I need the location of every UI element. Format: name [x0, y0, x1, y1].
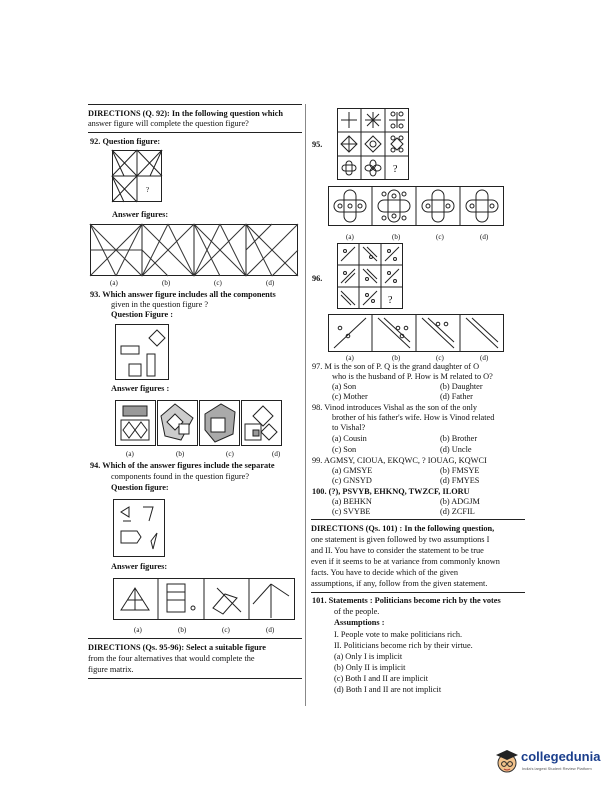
- q98-option-c[interactable]: (c) Son: [332, 445, 357, 454]
- directions-101-line-5: facts. You have to decide which of the given: [311, 568, 459, 577]
- q97-option-a[interactable]: (a) Son: [332, 382, 357, 391]
- q92-answer-figures: [90, 224, 298, 276]
- q94-text-2: components found in the question figure?: [111, 472, 250, 481]
- directions-92-text: answer figure will complete the question figure?: [88, 119, 249, 128]
- q92-option-a[interactable]: (a): [110, 279, 118, 287]
- q101-statement-1: 101. Statements : Politicians become rich by the votes: [312, 596, 501, 605]
- q101-assumption-2: II. Politicians become rich by their virtue.: [334, 641, 473, 650]
- directions-101-line-2: one statement is given followed by two assumptions I: [311, 535, 490, 544]
- q99-option-d[interactable]: (d) FMYES: [440, 476, 480, 485]
- q94-option-d[interactable]: (d): [266, 626, 275, 634]
- q98-option-d[interactable]: (d) Uncle: [440, 445, 472, 454]
- q99-option-c[interactable]: (c) GNSYD: [332, 476, 372, 485]
- column-divider: [305, 104, 306, 706]
- q94-option-a[interactable]: (a): [134, 626, 142, 634]
- q96-option-b[interactable]: (b): [392, 354, 401, 362]
- q93-text-2: given in the question figure ?: [111, 300, 209, 309]
- directions-95-text-3: figure matrix.: [88, 665, 134, 674]
- q92-label: 92. Question figure:: [90, 137, 161, 146]
- q94-option-c[interactable]: (c): [222, 626, 230, 634]
- q99-option-b[interactable]: (b) FMSYE: [440, 466, 480, 475]
- q100-option-b[interactable]: (b) ADGJM: [440, 497, 480, 506]
- q98-text-1: 98. Vinod introduces Vishal as the son of the only: [312, 403, 478, 412]
- directions-101-line-4: even if it seems to be at variance from commonly known: [311, 557, 500, 566]
- q101-statement-2: of the people.: [334, 607, 380, 616]
- q95-option-a[interactable]: (a): [346, 233, 354, 241]
- q101-option-a[interactable]: (a) Only I is implicit: [334, 652, 403, 661]
- q96-option-c[interactable]: (c): [436, 354, 444, 362]
- q100-option-a[interactable]: (a) BEHKN: [332, 497, 372, 506]
- directions-92-title: DIRECTIONS (Q. 92): In the following question which: [88, 109, 284, 118]
- q98-text-2: brother of his father's wife. How is Vinod related: [332, 413, 495, 422]
- q101-option-d[interactable]: (d) Both I and II are not implicit: [334, 685, 442, 694]
- q93-option-d[interactable]: (d): [272, 450, 281, 458]
- directions-95-text-2: from the four alternatives that would complete the: [88, 654, 255, 663]
- directions-101-line-6: assumptions, if any, follow from the given statement.: [311, 579, 488, 588]
- logo-wordmark: collegedunia: [521, 749, 601, 764]
- q97-option-d[interactable]: (d) Father: [440, 392, 473, 401]
- q95-option-c[interactable]: (c): [436, 233, 444, 241]
- q95-question-mark: ?: [393, 164, 398, 175]
- q101-assumption-1: I. People vote to make politicians rich.: [334, 630, 463, 639]
- q95-option-d[interactable]: (d): [480, 233, 489, 241]
- q97-text-1: 97. M is the son of P. Q is the grand daughter of O: [312, 362, 480, 371]
- q95-label: 95.: [312, 140, 323, 149]
- q96-option-d[interactable]: (d): [480, 354, 489, 362]
- q93-text-1: [90, 290, 276, 300]
- rule-95: [88, 638, 302, 639]
- q92-option-b[interactable]: (b): [162, 279, 171, 287]
- q93-answer-figures: [115, 400, 283, 446]
- q99-option-a[interactable]: (a) GMSYE: [332, 466, 373, 475]
- q97-text-2: who is the husband of P. How is M related to O?: [332, 372, 493, 381]
- q94-question-figure: [113, 499, 165, 557]
- q93-option-c[interactable]: (c): [226, 450, 234, 458]
- q92-question-mark: ?: [146, 186, 150, 194]
- q96-option-a[interactable]: (a): [346, 354, 354, 362]
- q101-option-b[interactable]: (b) Only II is implicit: [334, 663, 406, 672]
- q99-text: 99. AGMSY, CIOUA, EKQWC, ? IOUAG, KQWCI: [312, 456, 487, 465]
- q96-question-matrix: [337, 243, 403, 309]
- q92-option-c[interactable]: (c): [214, 279, 222, 287]
- q96-label: 96.: [312, 274, 323, 283]
- q101-option-c[interactable]: (c) Both I and II are implicit: [334, 674, 428, 683]
- rule-92: [88, 132, 302, 133]
- q92-option-d[interactable]: (d): [266, 279, 275, 287]
- q92-question-figure: [112, 150, 162, 202]
- logo-tagline: India's largest Student Review Platform: [522, 766, 592, 771]
- q95-option-b[interactable]: (b): [392, 233, 401, 241]
- q93-option-b[interactable]: (b): [176, 450, 185, 458]
- rule-101b: [311, 592, 525, 593]
- q98-option-a[interactable]: (a) Cousin: [332, 434, 367, 443]
- top-rule: [88, 104, 302, 105]
- q96-answer-figures: [328, 314, 504, 352]
- q93-question-figure: [115, 324, 169, 380]
- collegedunia-logo[interactable]: [494, 746, 606, 778]
- q94-option-b[interactable]: (b): [178, 626, 187, 634]
- directions-95-title: DIRECTIONS (Qs. 95-96): Select a suitable figure: [88, 643, 266, 652]
- q95-answer-figures: [328, 186, 504, 226]
- q94-text-1: [90, 461, 275, 471]
- q95-question-matrix: [337, 108, 409, 180]
- rule-101: [311, 519, 525, 520]
- q100-text: 100. (?), PSVYB, EHKNQ, TWZCF, ILORU: [312, 487, 470, 496]
- q98-text-3: to Vishal?: [332, 423, 366, 432]
- q93-text-1-inner: 93. Which answer figure includes all the components: [90, 290, 276, 299]
- q98-option-b[interactable]: (b) Brother: [440, 434, 478, 443]
- q93-option-a[interactable]: (a): [126, 450, 134, 458]
- directions-101-line-1: DIRECTIONS (Qs. 101) : In the following question,: [311, 524, 495, 533]
- q100-option-c[interactable]: (c) SVYBE: [332, 507, 371, 516]
- q97-option-b[interactable]: (b) Daughter: [440, 382, 483, 391]
- directions-101-line-3: and II. You have to consider the statement to be true: [311, 546, 484, 555]
- q100-option-d[interactable]: (d) ZCFIL: [440, 507, 475, 516]
- q92-answer-figures-label: Answer figures:: [112, 210, 169, 219]
- q94-question-label: Question figure:: [111, 483, 169, 492]
- q96-question-mark: ?: [388, 295, 393, 306]
- bottom-rule-left: [88, 678, 302, 679]
- q101-assumptions-label: Assumptions :: [334, 618, 385, 627]
- q97-option-c[interactable]: (c) Mother: [332, 392, 368, 401]
- q94-answer-figures: [113, 578, 295, 620]
- q94-answer-figures-label: Answer figures:: [111, 562, 168, 571]
- q93-answer-figures-label: Answer figures :: [111, 384, 170, 393]
- graduate-mascot-icon: [494, 748, 520, 774]
- q94-text-1-inner: 94. Which of the answer figures include the separate: [90, 461, 275, 470]
- q93-question-label: Question Figure :: [111, 310, 174, 319]
